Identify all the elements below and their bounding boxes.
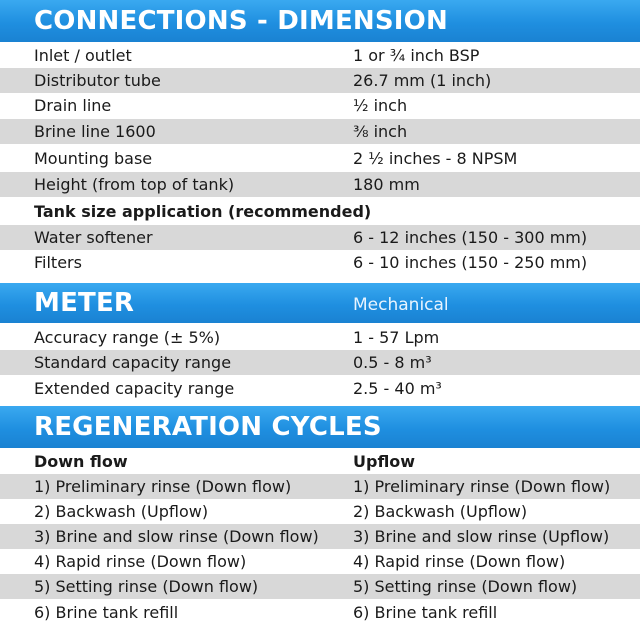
subheading-label: Tank size application (recommended) [34,202,372,221]
table-row [0,549,640,574]
table-row [0,499,640,524]
table-row [0,250,640,275]
upflow-step: 4) Rapid rinse (Down flow) [353,552,566,571]
table-row [0,119,640,144]
row-value: 6 - 12 inches (150 - 300 mm) [353,228,588,247]
row-label: Accuracy range (± 5%) [34,328,221,347]
row-label: Filters [34,253,82,272]
down-flow-step: 3) Brine and slow rinse (Down flow) [34,527,319,546]
meter-title: METER [34,288,135,318]
row-value: 180 mm [353,175,420,194]
row-label: Distributor tube [34,71,161,90]
table-row [0,376,640,401]
row-value: 1 - 57 Lpm [353,328,440,347]
connections-title: CONNECTIONS - DIMENSION [34,6,448,36]
row-label: Mounting base [34,149,153,168]
table-row [0,474,640,499]
table-row [0,325,640,350]
down-flow-step: 4) Rapid rinse (Down flow) [34,552,247,571]
down-flow-header: Down flow [34,452,128,471]
row-label: Drain line [34,96,112,115]
table-row [0,43,640,68]
down-flow-step: 2) Backwash (Upflow) [34,502,209,521]
table-row [0,600,640,625]
row-label: Brine line 1600 [34,122,156,141]
regeneration-header [0,406,640,448]
row-value: 1 or ¾ inch BSP [353,46,480,65]
table-row [0,93,640,118]
upflow-step: 1) Preliminary rinse (Down flow) [353,477,611,496]
table-row [0,225,640,250]
row-label: Standard capacity range [34,353,232,372]
row-label: Inlet / outlet [34,46,132,65]
meter-subtitle: Mechanical [353,295,449,315]
row-value: 2.5 - 40 m³ [353,379,442,398]
regeneration-column-headers [0,449,640,474]
row-value: ⅜ inch [353,122,408,141]
upflow-step: 2) Backwash (Upflow) [353,502,528,521]
table-row [0,68,640,93]
table-row [0,574,640,599]
down-flow-step: 5) Setting rinse (Down flow) [34,577,259,596]
down-flow-step: 6) Brine tank refill [34,603,179,622]
row-label: Height (from top of tank) [34,175,235,194]
regeneration-title: REGENERATION CYCLES [34,412,382,442]
upflow-step: 3) Brine and slow rinse (Upflow) [353,527,610,546]
upflow-step: 5) Setting rinse (Down flow) [353,577,578,596]
table-row [0,524,640,549]
row-value: 26.7 mm (1 inch) [353,71,492,90]
row-label: Water softener [34,228,153,247]
row-value: 2 ½ inches - 8 NPSM [353,149,518,168]
row-value: 6 - 10 inches (150 - 250 mm) [353,253,588,272]
table-row [0,146,640,171]
table-row [0,172,640,197]
down-flow-step: 1) Preliminary rinse (Down flow) [34,477,292,496]
row-label: Extended capacity range [34,379,235,398]
upflow-header: Upflow [353,452,416,471]
connections-header [0,0,640,42]
row-value: ½ inch [353,96,408,115]
tank-size-subheading [0,199,640,224]
table-row [0,350,640,375]
upflow-step: 6) Brine tank refill [353,603,498,622]
row-value: 0.5 - 8 m³ [353,353,432,372]
meter-header [0,283,640,323]
